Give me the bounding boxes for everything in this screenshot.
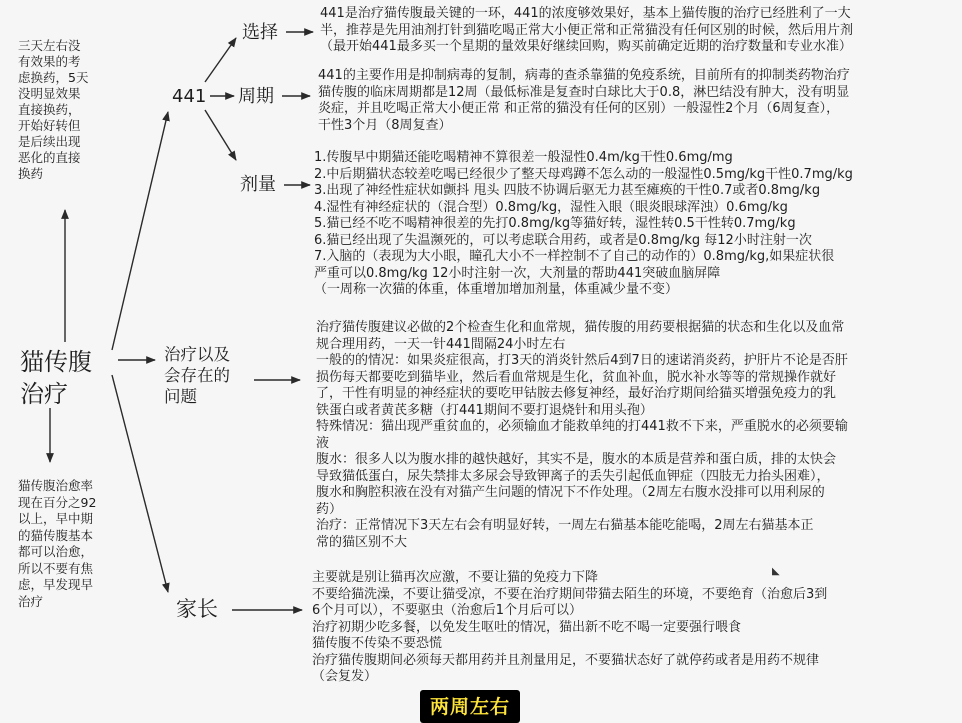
owner-text: 主要就是别让猫再次应激，不要让猫的免疫力下降 不要给猫洗澡，不要让猫受凉，不要在治疗期间带猫去陌生的环境，不要绝育（治愈后3到 6个月可以），不要驱虫（治愈后1个月后可以） 治疗初期少吃多餐，以免发生呕吐的情况，猫出新不吃不喝一定要强行喂食 猫传腹不传染不要恐慌 治疗猫传腹期间必须每天都用药并且剂量用足，不要猫状态好了就停药或者是用药不规律 （会复发） [312,570,828,684]
cycle-label: 周期 [238,86,274,107]
mouse-cursor-icon: ◣ [772,566,780,577]
branch-problems-label: 治疗以及 会存在的 问题 [164,345,230,406]
cycle-text: 441的主要作用是抑制病毒的复制，病毒的查杀靠猫的免疫系统，目前所有的抑制类药物治疗 猫传腹的临床周期都是12周（最低标准是复查时白球比大于0.8，淋巴结没有肿大，没有明显 炎症，并且吃喝正常大小便正常 和正常的猫没有任何的区别）一般湿性2个月（6周复查）， 干性3个月（8周复查） [318,68,850,133]
choice-text: 441是治疗猫传腹最关键的一环，441的浓度够效果好，基本上猫传腹的治疗已经胜利了一大 半，推荐是先用油剂打针到猫吃喝正常大小便正常和正常猫没有任何区别的时候，然后用片剂 （最开始441最多买一个星期的量效果好继续回购，购买前确定近期的治疗数量和专业水准） [320,6,854,54]
branch-441-label: 441 [172,86,207,107]
edge-441-to-dose [205,110,236,160]
dose-label: 剂量 [240,174,276,195]
edge-root-to-441 [112,112,168,350]
left-note-bottom: 猫传腹治愈率 现在百分之92 以上，早中期 的猫传腹基本 都可以治愈， 所以不要有焦 虑，早发现早 治疗 [18,478,97,609]
left-note-top: 三天左右没 有效果的考 虑换药，5天 没明显效果 直接换药， 开始好转但 是后续出现 恶化的直接 换药 [18,38,89,181]
root-node-label: 猫传腹 治疗 [20,348,92,408]
video-subtitle: 两周左右 [420,690,520,723]
choice-label: 选择 [242,22,278,43]
dose-text: 1.传腹早中期猫还能吃喝精神不算很差一般湿性0.4m/kg干性0.6mg/mg 2.中后期猫状态较差吃喝已经很少了整天母鸡蹲不怎么动的一般湿性0.5mg/kg干性0.7mg/kg 3.出现了神经性症状如颤抖 甩头 四肢不协调后驱无力甚至瘫痪的干性0.7或者0.8mg/kg 4.湿性有神经症状的（混合型）0.8mg/kg，湿性入眼（眼炎眼球浑浊）0.6mg/kg 5.猫已经不吃不喝精神很差的先打0.8mg/kg等猫好转，湿性转0.5干性转0.7mg/kg 6.猫已经出现了失温濒死的，可以考虑联合用药，或者是0.8mg/kg 每12小时注射一次 7.入脑的（表现为大小眼，瞳孔大小不一样控制不了自己的动作的）0.8mg/kg,如果症状很 严重可以0.8mg/kg 12小时注射一次，大剂量的帮助441突破血脑屏障 （一周称一次猫的体重，体重增加增加剂量，体重减少量不变） [314,150,853,297]
edge-441-to-choice [205,38,236,82]
branch-owner-label: 家长 [176,597,218,621]
problems-text: 治疗猫传腹建议必做的2个检查生化和血常规，猫传腹的用药要根据猫的状态和生化以及血常 规合理用药，一天一针441間隔24小时左右 一般的的情况：如果炎症很高，打3天的消炎针然后4到7日的速诺消炎药，护肝片不论是否肝 损伤每天都要吃到猫毕业，然后看血常规是生化，贫血补血，脱水补水等等的常规操作就好 了，干性有明显的神经症状的要吃甲钴胺去修复神经，最好治疗期间给猫买增强免疫力的乳 铁蛋白或者黄芪多糖（打441期间不要打退烧针和用头孢） 特殊情况：猫出现严重贫血的，必须输血才能救单纯的打441救不下来，严重脱水的必须要输 液 腹水：很多人以为腹水排的越快越好，其实不是，腹水的本质是营养和蛋白质，排的太快会 导致猫低蛋白，尿失禁排太多尿会导致钾离子的丢失引起低血钾症（四肢无力抬头困难）， 腹水和胸腔积液在没有对猫产生问题的情况下不作处理。（2周左右腹水没排可以用利尿的 药） 治疗：正常情况下3天左右会有明显好转，一周左右猫基本能吃能喝，2周左右猫基本正 常的猫区别不大 [316,320,848,550]
